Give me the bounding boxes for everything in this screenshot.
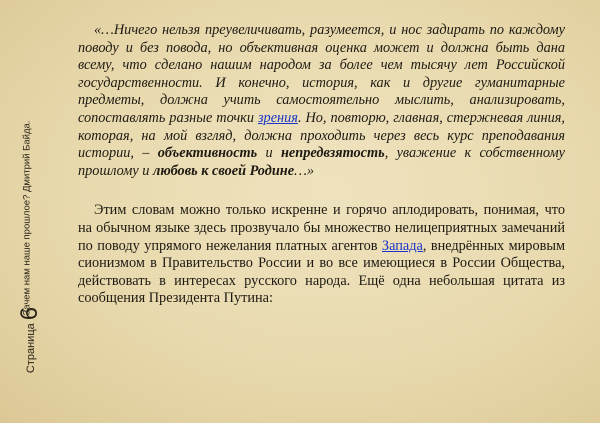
page-margin — [0, 0, 50, 423]
quote-text-4: , уважение к собственному прошлому и — [78, 145, 565, 179]
quote-bold-love: любовь к своей Родине — [153, 162, 295, 179]
quote-bold-impartiality: непредвзятость — [281, 145, 385, 162]
quote-text-5: …» — [294, 162, 314, 179]
putin-quote — [78, 22, 565, 180]
running-title: Зачем нам наше прошлое? Дмитрий Байда. — [21, 120, 33, 316]
page-label — [16, 307, 44, 373]
body-paragraph — [78, 202, 565, 308]
link-zapada[interactable]: Запада — [381, 237, 423, 254]
para-text-2: , внедрённых мировым сионизмом в Правительство России и во все имеющиеся в России Общества, действовать в интересах русского народа. Ещё одна небольшая цитата из сообщения Президента Путина: — [78, 237, 565, 307]
page-word: Страница — [25, 323, 37, 374]
quote-bold-objectivity: объективность — [157, 145, 258, 162]
quote-text-3: и — [257, 145, 281, 162]
para-text-1: Этим словам можно только искренне и горячо аплодировать, понимая, что на обычном языке здесь прозвучало бы множество нелицеприятных замечаний по поводу упрямого нежелания платных агентов — [78, 202, 565, 254]
page-content — [78, 22, 565, 308]
quote-text-2: . Но, повторю, главная, стержневая линия, которая, на мой взгляд, должна проходить через весь курс преподавания истории, – — [78, 109, 565, 162]
link-zreniya[interactable]: зрения — [257, 109, 298, 126]
page-number: 6 — [16, 306, 43, 321]
quote-text-1: «…Ничего нельзя преувеличивать, разумеется, и нос задирать по каждому поводу и без повода, но объективная оценка может и должна быть дана всему, что сделано нашим народом за более чем тысячу лет Российской государственности. И конечно, история, как и другие гуманитарные предметы, должна учить самостоятельно мыслить, анализировать, сопоставлять разные точки — [78, 22, 565, 126]
